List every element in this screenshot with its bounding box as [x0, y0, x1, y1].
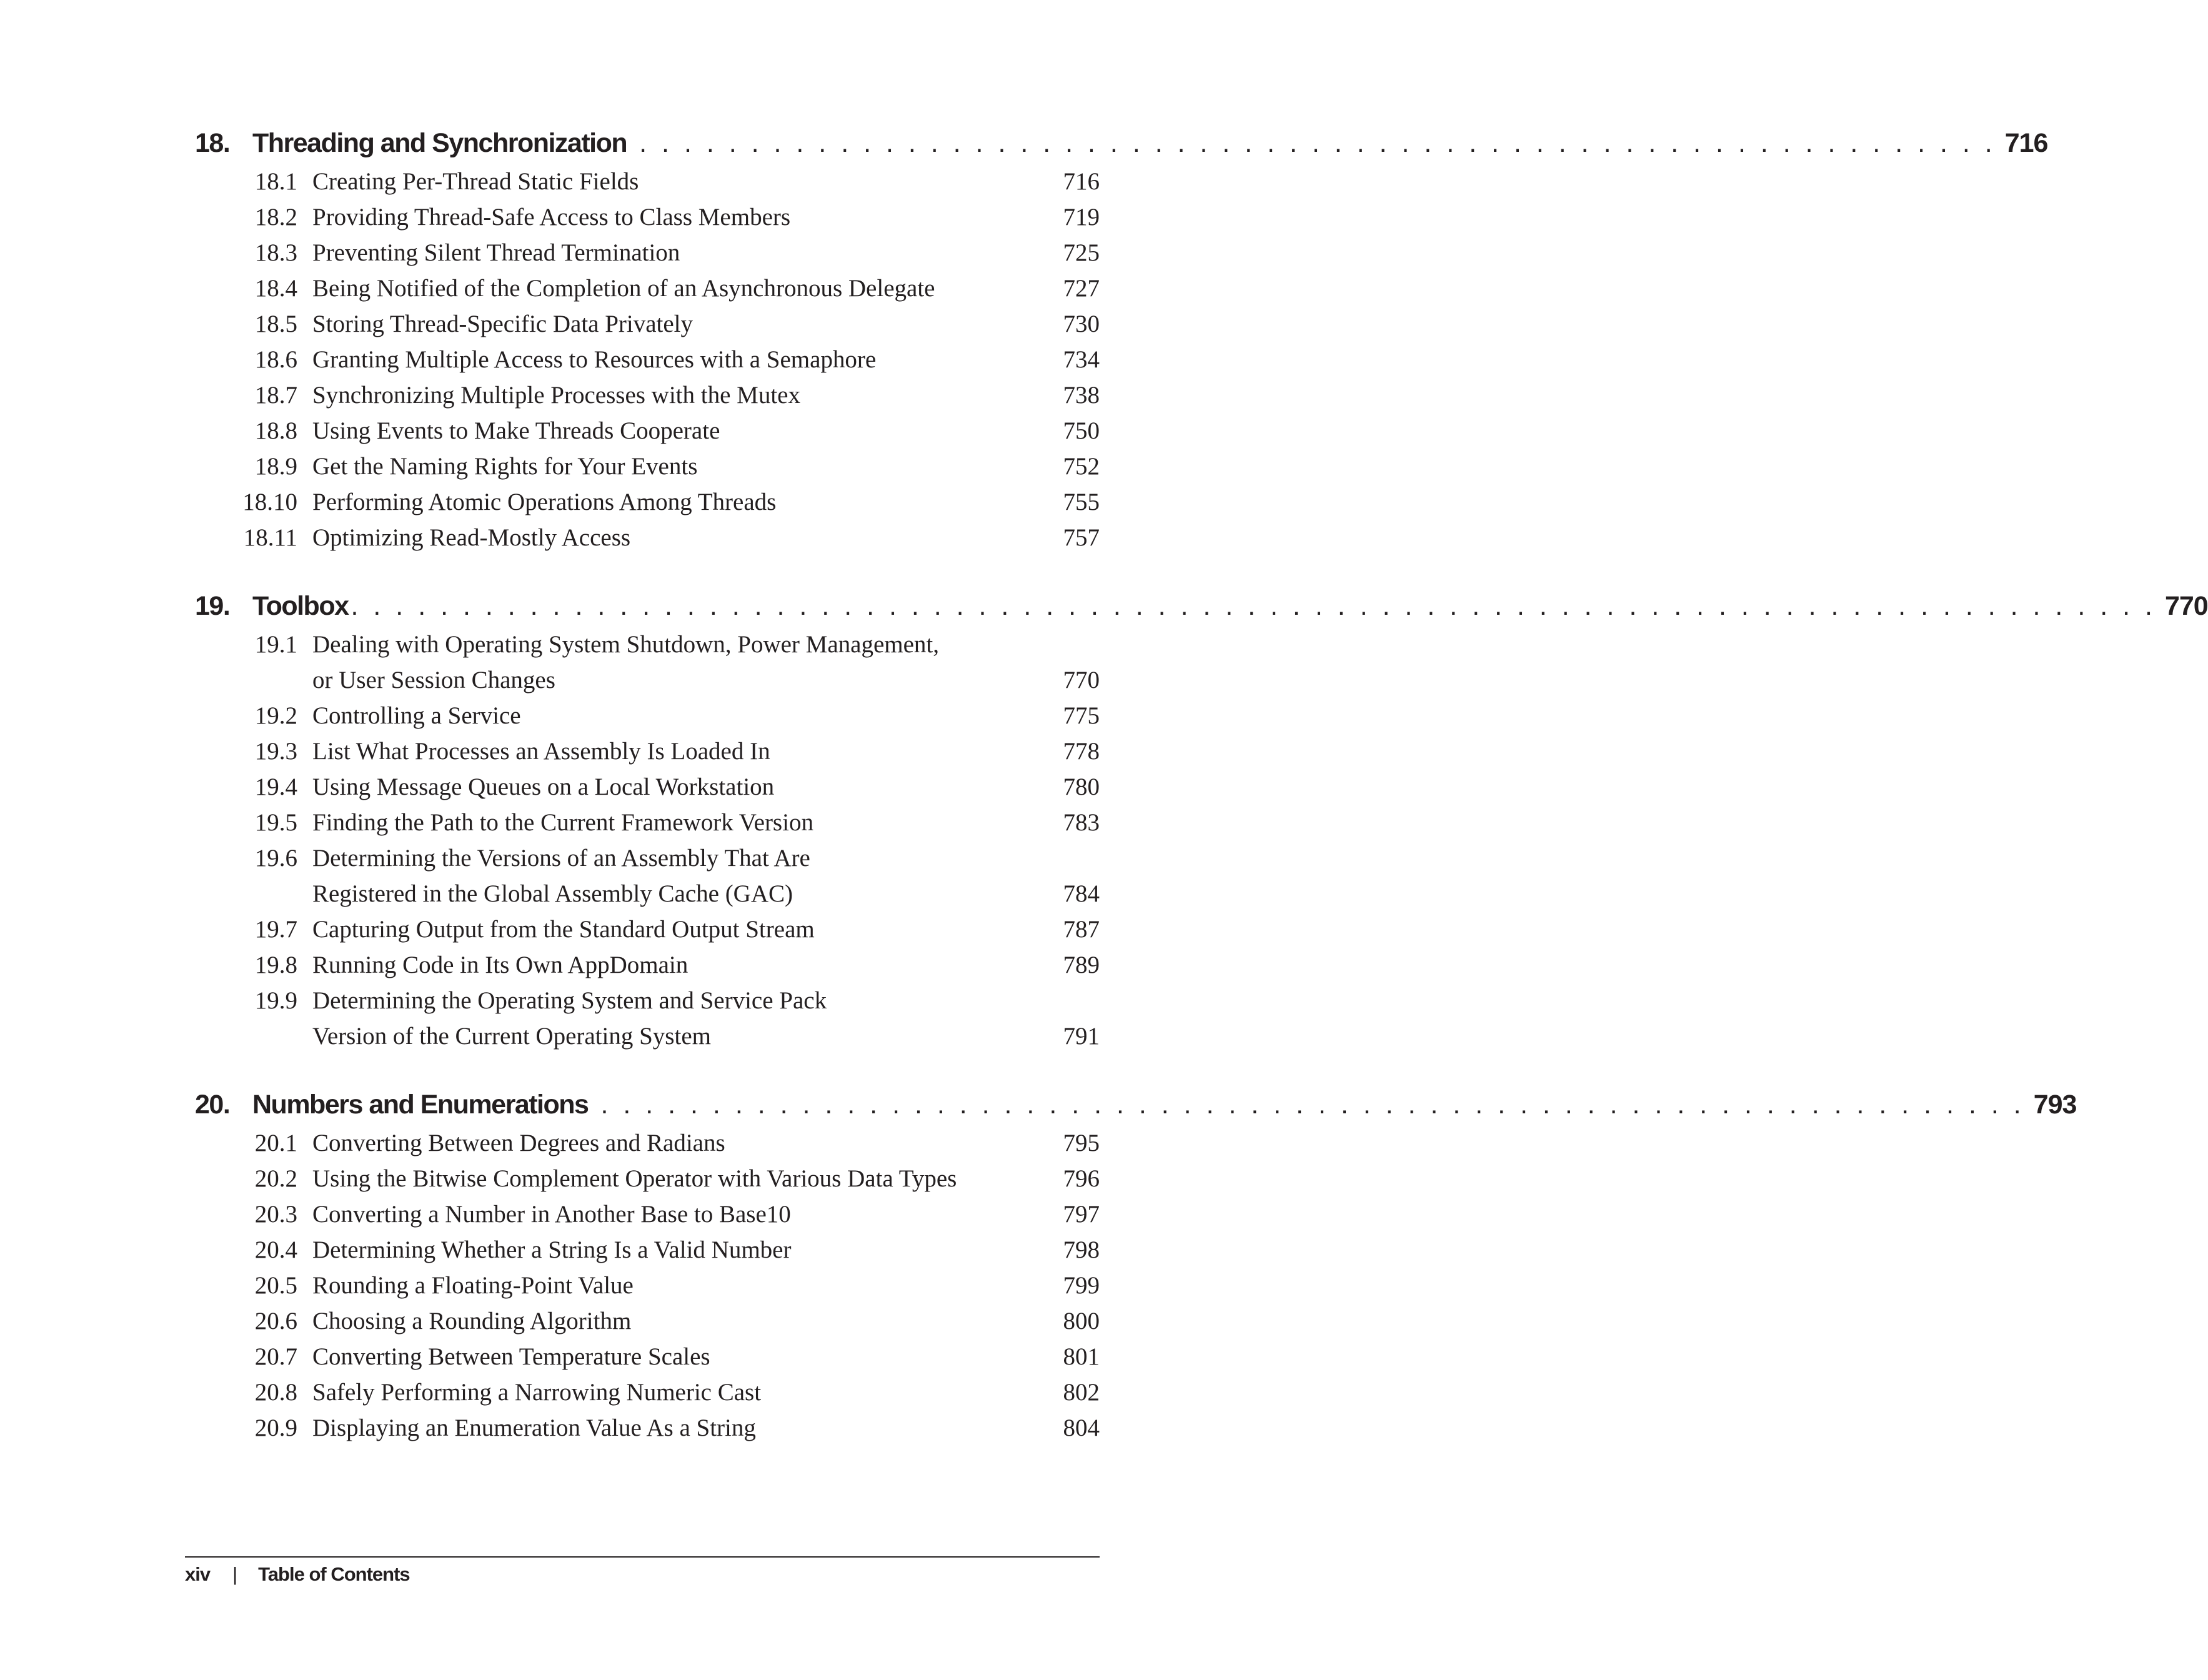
toc-entry[interactable]	[195, 769, 1100, 805]
chapter-number: 20.	[195, 1090, 230, 1120]
entry-number: 19.2	[254, 702, 297, 729]
chapter-title: Toolbox	[252, 591, 349, 621]
entry-page: 787	[1063, 916, 1100, 943]
entry-title: Creating Per-Thread Static Fields	[312, 168, 639, 195]
table-of-contents	[195, 128, 2208, 1481]
chapter-title: Numbers and Enumerations	[252, 1090, 589, 1120]
entry-title: Storing Thread-Specific Data Privately	[312, 311, 694, 337]
entry-number: 18.1	[254, 168, 297, 195]
toc-entry[interactable]	[195, 271, 1100, 306]
entry-number: 18.8	[254, 417, 297, 444]
toc-entry[interactable]	[195, 983, 1100, 1054]
entry-title: Optimizing Read-Mostly Access	[312, 524, 631, 551]
entry-title: Granting Multiple Access to Resources with a Semaphore	[312, 346, 877, 373]
chapter-heading[interactable]	[195, 128, 2048, 164]
toc-entry[interactable]	[195, 1196, 1100, 1232]
entry-number: 20.3	[254, 1201, 297, 1228]
entry-page: 780	[1063, 773, 1100, 800]
entry-number: 19.3	[254, 738, 297, 765]
entry-page: 757	[1063, 524, 1100, 551]
entry-number: 19.5	[254, 809, 297, 836]
entry-page: 796	[1063, 1165, 1100, 1192]
entry-title: Using Events to Make Threads Cooperate	[312, 417, 720, 444]
toc-entry[interactable]	[195, 235, 1100, 271]
entry-number: 18.3	[254, 239, 297, 266]
entry-number: 19.7	[254, 916, 297, 943]
toc-entry[interactable]	[195, 1410, 1100, 1446]
chapter-number: 19.	[195, 591, 230, 621]
chapter-number: 18.	[195, 128, 230, 158]
entry-title	[312, 983, 1043, 1054]
entry-page: 791	[1063, 1023, 1100, 1050]
entry-page: 725	[1063, 239, 1100, 266]
entry-number: 20.9	[254, 1414, 297, 1441]
chapter-title: Threading and Synchronization	[252, 128, 627, 158]
toc-entry[interactable]	[195, 1303, 1100, 1339]
entry-title	[312, 840, 1043, 912]
chapter-19	[195, 591, 2208, 1054]
entry-number: 18.4	[254, 275, 297, 302]
entry-title: Running Code in Its Own AppDomain	[312, 952, 689, 978]
entry-title: Preventing Silent Thread Termination	[312, 239, 680, 266]
entry-page: 795	[1063, 1130, 1100, 1156]
footer-separator: |	[232, 1563, 237, 1585]
chapter-heading[interactable]	[195, 591, 2208, 627]
entry-title: Synchronizing Multiple Processes with the Mutex	[312, 382, 800, 409]
entry-title: Get the Naming Rights for Your Events	[312, 453, 698, 480]
entry-page: 750	[1063, 417, 1100, 444]
toc-entry[interactable]	[195, 520, 1100, 555]
entry-page: 789	[1063, 952, 1100, 978]
entry-number: 20.4	[254, 1236, 297, 1263]
entry-number: 18.10	[242, 489, 297, 515]
entry-title: Determining Whether a String Is a Valid Number	[312, 1236, 792, 1263]
toc-entry[interactable]	[195, 840, 1100, 912]
entry-title: Providing Thread-Safe Access to Class Members	[312, 204, 791, 231]
entry-page: 755	[1063, 489, 1100, 515]
toc-entry[interactable]	[195, 449, 1100, 484]
toc-entry[interactable]	[195, 484, 1100, 520]
entry-page: 799	[1063, 1272, 1100, 1299]
chapter-18	[195, 128, 2048, 555]
entry-number: 19.9	[254, 987, 297, 1014]
entry-title-line-1: Dealing with Operating System Shutdown, Power Management,	[312, 631, 940, 658]
entry-number: 20.1	[254, 1130, 297, 1156]
entry-page: 783	[1063, 809, 1100, 836]
toc-entry[interactable]	[195, 698, 1100, 733]
entry-page: 804	[1063, 1414, 1100, 1441]
entry-title: Controlling a Service	[312, 702, 521, 729]
entry-page: 797	[1063, 1201, 1100, 1228]
entry-title: Converting Between Temperature Scales	[312, 1343, 710, 1370]
toc-entry[interactable]	[195, 1125, 1100, 1161]
entry-number: 19.8	[254, 952, 297, 978]
entry-title: Choosing a Rounding Algorithm	[312, 1308, 632, 1335]
toc-entry[interactable]	[195, 1161, 1100, 1196]
entry-title: Converting Between Degrees and Radians	[312, 1130, 725, 1156]
chapter-page: 770	[2164, 591, 2208, 621]
entry-number: 20.2	[254, 1165, 297, 1192]
chapter-page: 716	[2004, 128, 2048, 158]
entry-number: 20.5	[254, 1272, 297, 1299]
entry-title: Displaying an Enumeration Value As a String	[312, 1414, 756, 1441]
entry-title: Finding the Path to the Current Framework Version	[312, 809, 813, 836]
chapter-20	[195, 1090, 2077, 1446]
entry-title	[312, 627, 1043, 698]
footer-section-title: Table of Contents	[258, 1563, 410, 1585]
entry-title: Performing Atomic Operations Among Threads	[312, 489, 777, 515]
entry-page: 716	[1063, 168, 1100, 195]
entry-page: 752	[1063, 453, 1100, 480]
entry-title: Capturing Output from the Standard Output Stream	[312, 916, 815, 943]
toc-entry[interactable]	[195, 1339, 1100, 1374]
entry-number: 18.2	[254, 204, 297, 231]
toc-entry[interactable]	[195, 1374, 1100, 1410]
dot-leader: . . . . . . . . . . . . . . . . . . . . . . . . . . . . . . . . . . . . . . . . . . . . . . . . . . . . . . . . . . . . . . . . . . . . . . . . . . . . . . . . .	[351, 591, 2156, 621]
entry-page: 778	[1063, 738, 1100, 765]
entry-title: Safely Performing a Narrowing Numeric Cast	[312, 1379, 762, 1406]
toc-entry[interactable]	[195, 306, 1100, 342]
entry-number: 19.4	[254, 773, 297, 800]
toc-entry[interactable]	[195, 1268, 1100, 1303]
entry-page: 738	[1063, 382, 1100, 409]
footer-page-number: xiv	[185, 1563, 211, 1585]
entry-page: 719	[1063, 204, 1100, 231]
entry-title-line-1: Determining the Versions of an Assembly That Are	[312, 845, 810, 872]
entry-number: 20.6	[254, 1308, 297, 1335]
entry-number: 19.1	[254, 631, 297, 658]
toc-entry[interactable]	[195, 805, 1100, 840]
entry-title-line-2: or User Session Changes	[312, 667, 555, 693]
toc-entry[interactable]	[195, 413, 1100, 449]
entry-title: Using Message Queues on a Local Workstation	[312, 773, 775, 800]
entry-number: 18.6	[254, 346, 297, 373]
entry-title: Converting a Number in Another Base to Base10	[312, 1201, 791, 1228]
entry-number: 20.7	[254, 1343, 297, 1370]
entry-title: Being Notified of the Completion of an Asynchronous Delegate	[312, 275, 935, 302]
toc-entry[interactable]	[195, 377, 1100, 413]
entry-title: Using the Bitwise Complement Operator with Various Data Types	[312, 1165, 957, 1192]
toc-entry[interactable]	[195, 912, 1100, 947]
entry-title-line-2: Registered in the Global Assembly Cache (GAC)	[312, 880, 793, 907]
entry-number: 19.6	[254, 845, 297, 872]
entry-page: 727	[1063, 275, 1100, 302]
dot-leader: . . . . . . . . . . . . . . . . . . . . . . . . . . . . . . . . . . . . . . . . . . . . . . . . . . . . . . . . . . . . .	[639, 128, 1996, 158]
entry-number: 18.7	[254, 382, 297, 409]
entry-page: 802	[1063, 1379, 1100, 1406]
entry-number: 18.9	[254, 453, 297, 480]
entry-title: List What Processes an Assembly Is Loaded In	[312, 738, 770, 765]
chapter-heading[interactable]	[195, 1090, 2077, 1125]
entry-title-line-1: Determining the Operating System and Service Pack	[312, 987, 827, 1014]
toc-entry[interactable]	[195, 733, 1100, 769]
entry-page: 798	[1063, 1236, 1100, 1263]
toc-entry[interactable]	[195, 627, 1100, 698]
entry-page: 730	[1063, 311, 1100, 337]
toc-entry[interactable]	[195, 947, 1100, 983]
dot-leader: . . . . . . . . . . . . . . . . . . . . . . . . . . . . . . . . . . . . . . . . . . . . . . . . . . . . . . . . . . . . . . . .	[600, 1090, 2025, 1120]
entry-title: Rounding a Floating-Point Value	[312, 1272, 634, 1299]
entry-number: 18.5	[254, 311, 297, 337]
entry-page: 734	[1063, 346, 1100, 373]
entry-page: 770	[1063, 667, 1100, 693]
entry-page: 775	[1063, 702, 1100, 729]
toc-entry[interactable]	[195, 342, 1100, 377]
entry-number: 20.8	[254, 1379, 297, 1406]
chapter-page: 793	[2033, 1090, 2077, 1120]
entry-number: 18.11	[243, 524, 297, 551]
toc-entry[interactable]	[195, 199, 1100, 235]
toc-entry[interactable]	[195, 1232, 1100, 1268]
footer-divider	[185, 1556, 1100, 1558]
entry-title-line-2: Version of the Current Operating System	[312, 1023, 711, 1050]
entry-page: 801	[1063, 1343, 1100, 1370]
entry-page: 784	[1063, 880, 1100, 907]
page-footer	[185, 1563, 410, 1586]
toc-entry[interactable]	[195, 164, 1100, 199]
entry-page: 800	[1063, 1308, 1100, 1335]
